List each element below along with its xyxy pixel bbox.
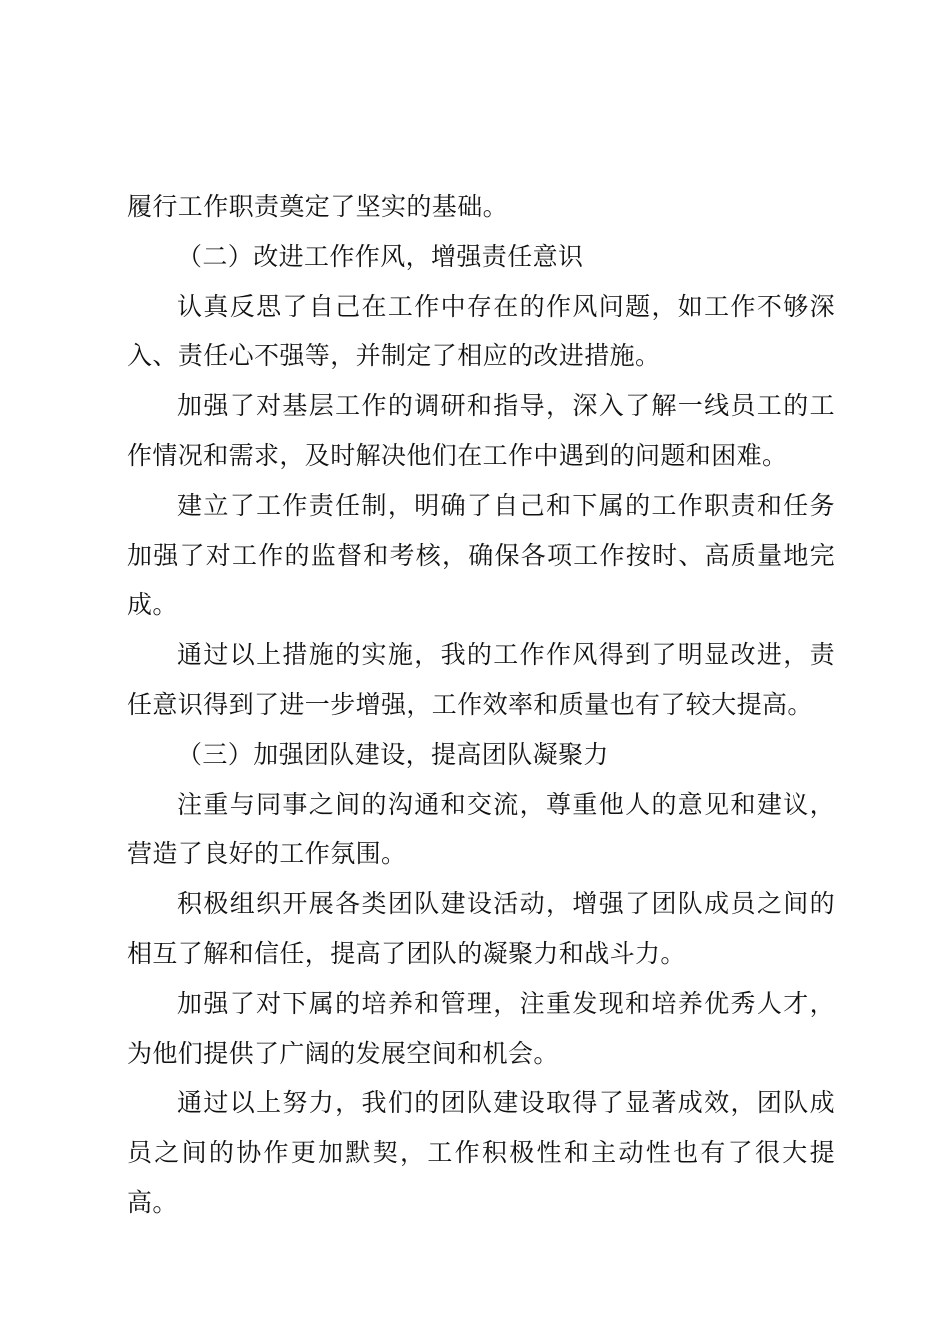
document-body <box>127 182 835 1228</box>
section-heading-2: （二）改进工作作风，增强责任意识 <box>177 241 584 271</box>
paragraph: 积极组织开展各类团队建设活动，增强了团队成员之间的相互了解和信任，提高了团队的凝聚力和战斗力。 <box>127 889 835 968</box>
paragraph: 认真反思了自己在工作中存在的作风问题，如工作不够深入、责任心不强等，并制定了相应的改进措施。 <box>127 291 835 371</box>
paragraph: 建立了工作责任制，明确了自己和下属的工作职责和任务加强了对工作的监督和考核，确保各项工作按时、高质量地完成。 <box>127 490 835 620</box>
paragraph: 通过以上措施的实施，我的工作作风得到了明显改进，责任意识得到了进一步增强，工作效率和质量也有了较大提高。 <box>127 640 835 719</box>
section-heading-3: （三）加强团队建设，提高团队凝聚力 <box>177 739 609 769</box>
paragraph: 加强了对下属的培养和管理，注重发现和培养优秀人才，为他们提供了广阔的发展空间和机会。 <box>127 988 835 1068</box>
paragraph-continuation: 履行工作职责奠定了坚实的基础。 <box>127 192 509 221</box>
paragraph: 加强了对基层工作的调研和指导，深入了解一线员工的工作情况和需求，及时解决他们在工作中遇到的问题和困难。 <box>127 391 835 470</box>
paragraph: 注重与同事之间的沟通和交流，尊重他人的意见和建议，营造了良好的工作氛围。 <box>127 789 835 869</box>
paragraph: 通过以上努力，我们的团队建设取得了显著成效，团队成员之间的协作更加默契，工作积极性和主动性也有了很大提高。 <box>127 1088 835 1217</box>
